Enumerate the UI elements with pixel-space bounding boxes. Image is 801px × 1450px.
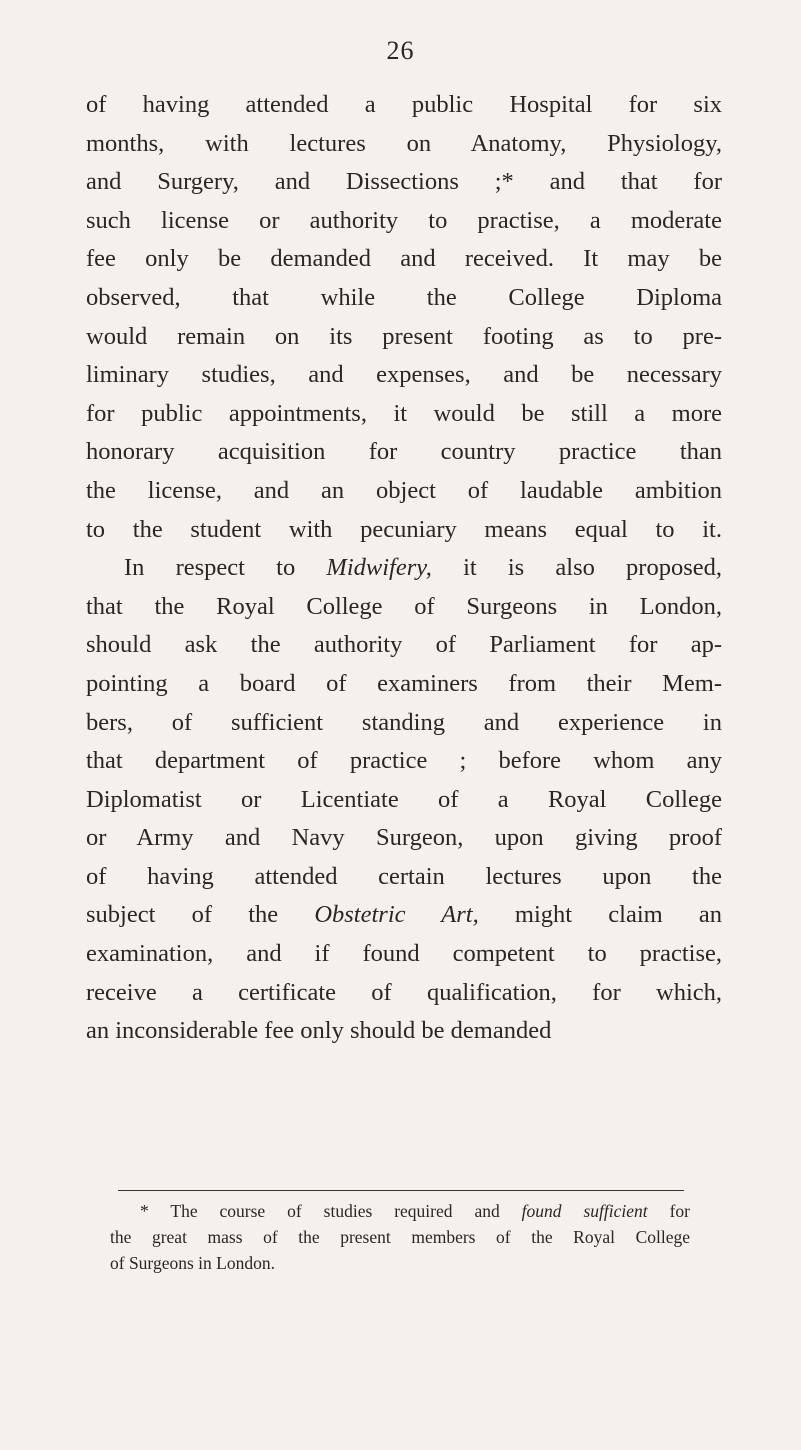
text-line: observed, that while the College Diploma xyxy=(86,283,722,311)
body-text xyxy=(86,86,722,1051)
text-line: would remain on its present footing as to pre- xyxy=(86,322,722,350)
text-run: might claim an xyxy=(478,901,722,929)
text-run: it is also proposed, xyxy=(431,554,722,582)
text-line-paragraph-start xyxy=(86,549,722,588)
text-line: and Surgery, and Dissections ;* and that for xyxy=(86,168,722,196)
page-number: 26 xyxy=(386,36,415,65)
footnote-line: the great mass of the present members of the Royal College xyxy=(110,1227,690,1247)
text-line: of having attended a public Hospital for six xyxy=(86,91,722,118)
text-line: for public appointments, it would be still a more xyxy=(86,399,722,427)
italic-midwifery: Midwifery, xyxy=(326,554,432,582)
footnote xyxy=(110,1198,690,1276)
footnote-line: of Surgeons in London. xyxy=(110,1253,275,1273)
text-line: of having attended certain lectures upon the xyxy=(86,862,722,890)
text-line: that the Royal College of Surgeons in London, xyxy=(86,592,722,620)
footnote-line xyxy=(110,1198,690,1224)
text-line: bers, of sufficient standing and experience in xyxy=(86,708,722,736)
text-line: liminary studies, and expenses, and be necessary xyxy=(86,361,722,389)
text-line: honorary acquisition for country practice than xyxy=(86,438,722,466)
text-line: pointing a board of examiners from their Mem- xyxy=(86,669,722,697)
text-line: months, with lectures on Anatomy, Physiology, xyxy=(86,129,722,157)
text-line: an inconsiderable fee only should be demanded xyxy=(86,1017,552,1045)
text-line: that department of practice ; before whom any xyxy=(86,747,722,775)
text-line: the license, and an object of laudable ambition xyxy=(86,476,722,504)
text-line: such license or authority to practise, a moderate xyxy=(86,206,722,234)
text-line: or Army and Navy Surgeon, upon giving proof xyxy=(86,824,722,852)
italic-obstetric-art: Obstetric Art, xyxy=(314,901,479,929)
text-run: In respect to xyxy=(124,554,327,582)
text-run: subject of the xyxy=(86,901,315,929)
text-line: receive a certificate of qualification, for which, xyxy=(86,978,722,1006)
text-line: fee only be demanded and received. It may be xyxy=(86,245,722,273)
text-run: * The course of studies required and xyxy=(140,1201,522,1221)
text-run: for xyxy=(647,1201,690,1221)
text-line: examination, and if found competent to practise, xyxy=(86,940,722,968)
text-line: should ask the authority of Parliament for ap- xyxy=(86,631,722,659)
text-line: Diplomatist or Licentiate of a Royal College xyxy=(86,785,722,813)
footnote-rule xyxy=(118,1190,684,1191)
italic-found-sufficient: found sufficient xyxy=(521,1201,648,1221)
text-line: to the student with pecuniary means equal to it. xyxy=(86,515,722,543)
text-line xyxy=(86,896,722,935)
